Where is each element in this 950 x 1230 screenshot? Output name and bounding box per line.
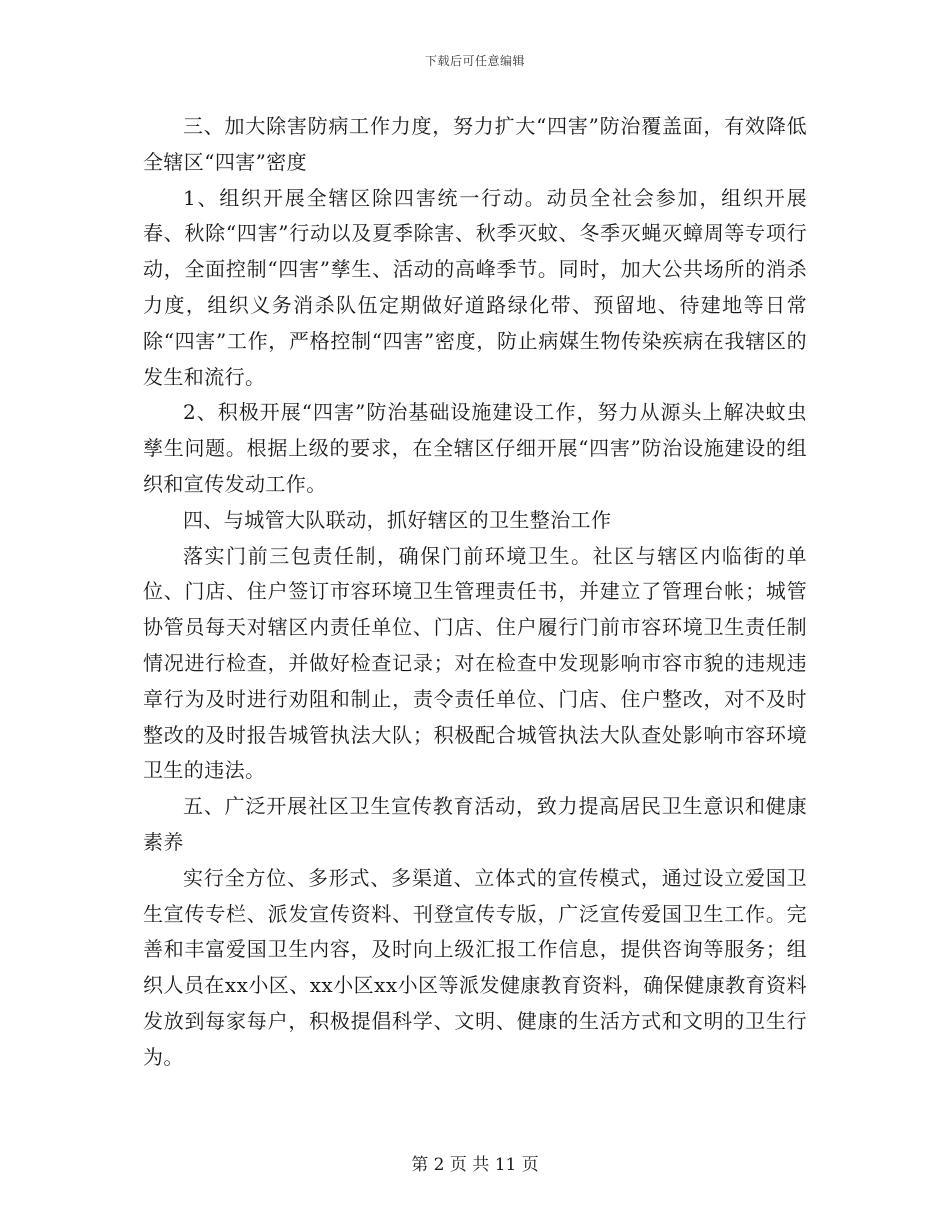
page-header-note: 下载后可任意编辑 [424,54,525,68]
section-heading-5: 五、广泛开展社区卫生宣传教育活动，致力提高居民卫生意识和健康素养 [143,794,807,854]
section-heading-3: 三、加大除害防病工作力度，努力扩大“四害”防治覆盖面，有效降低全辖区“四害”密度 [143,114,807,174]
page-footer [0,1154,950,1176]
paragraph: 1、组织开展全辖区除四害统一行动。动员全社会参加，组织开展春、秋除“四害”行动以及夏季除害、秋季灭蚊、冬季灭蝇灭蟑周等专项行动，全面控制“四害”孳生、活动的高峰季节。同时，加大公共场所的消杀力度，组织义务消杀队伍定期做好道路绿化带、预留地、待建地等日常除“四害”工作，严格控制“四害”密度，防止病媒生物传染疾病在我辖区的发生和流行。 [143,185,807,389]
page-number: 第 2 页 共 11 页 [411,1155,539,1175]
paragraph: 2、积极开展“四害”防治基础设施建设工作，努力从源头上解决蚊虫孳生问题。根据上级的要求，在全辖区仔细开展“四害”防治设施建设的组织和宣传发动工作。 [143,400,807,496]
paragraph: 落实门前三包责任制，确保门前环境卫生。社区与辖区内临街的单位、门店、住户签订市容环境卫生管理责任书，并建立了管理台帐；城管协管员每天对辖区内责任单位、门店、住户履行门前市容环境卫生责任制情况进行检查，并做好检查记录；对在检查中发现影响市容市貌的违规违章行为及时进行劝阻和制止，责令责任单位、门店、住户整改，对不及时整改的及时报告城管执法大队；积极配合城管执法大队查处影响市容环境卫生的违法。 [143,543,807,783]
document-body [143,109,807,1076]
section-heading-4: 四、与城管大队联动，抓好辖区的卫生整治工作 [183,507,612,532]
paragraph: 实行全方位、多形式、多渠道、立体式的宣传模式，通过设立爱国卫生宣传专栏、派发宣传资料、刊登宣传专版，广泛宣传爱国卫生工作。完善和丰富爱国卫生内容，及时向上级汇报工作信息，提供咨询等服务；组织人员在xx小区、xx小区xx小区等派发健康教育资料，确保健康教育资料发放到每家每户，积极提倡科学、文明、健康的生活方式和文明的卫生行为。 [143,865,807,1069]
